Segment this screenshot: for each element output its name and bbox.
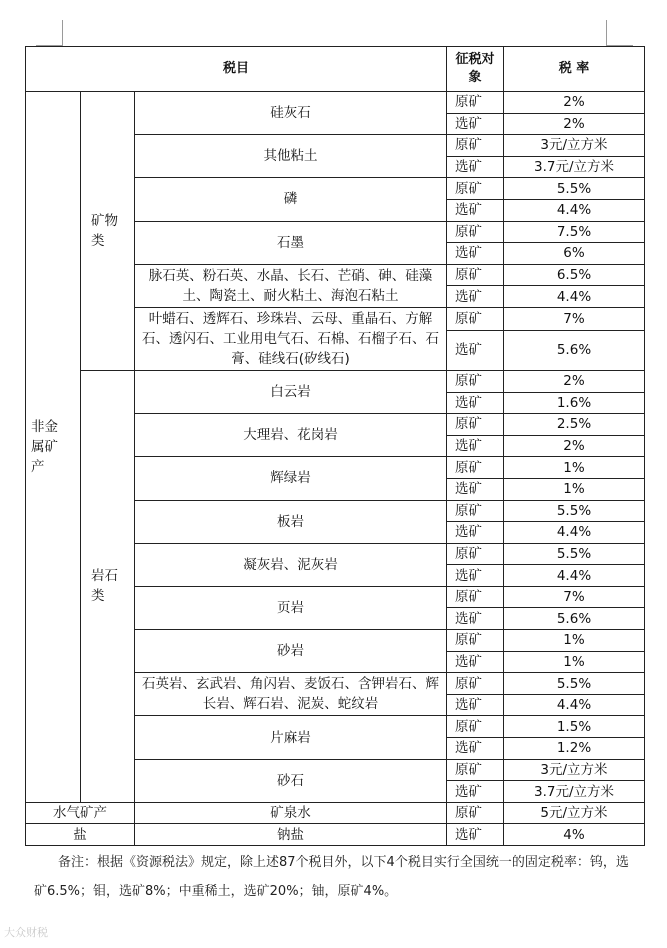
- tax-rate: 1.2%: [504, 738, 645, 760]
- tax-rate: 2%: [504, 92, 645, 114]
- tax-rate: 5.5%: [504, 178, 645, 200]
- tax-object: 选矿: [447, 243, 504, 265]
- tax-object: 原矿: [447, 92, 504, 114]
- tax-object: 原矿: [447, 414, 504, 436]
- item-name: 片麻岩: [135, 716, 447, 759]
- tax-rate: 7%: [504, 307, 645, 330]
- tax-object: 原矿: [447, 457, 504, 479]
- item-name: 叶蜡石、透辉石、珍珠岩、云母、重晶石、方解石、透闪石、工业用电气石、石棉、石榴子石、石膏、硅线石(矽线石): [135, 307, 447, 370]
- tax-object: 原矿: [447, 178, 504, 200]
- category-rock: 岩石类: [81, 370, 135, 802]
- crop-mark: [62, 20, 63, 46]
- tax-object: 原矿: [447, 543, 504, 565]
- item-name: 钠盐: [135, 824, 447, 846]
- tax-object: 选矿: [447, 824, 504, 846]
- item-name: 石英岩、玄武岩、角闪岩、麦饭石、含钾岩石、辉长岩、辉石岩、泥炭、蛇纹岩: [135, 673, 447, 716]
- item-name: 矿泉水: [135, 802, 447, 824]
- tax-rate: 4.4%: [504, 286, 645, 308]
- tax-rate-table: [25, 46, 645, 846]
- category-salt: 盐: [26, 824, 135, 846]
- tax-object: 选矿: [447, 392, 504, 414]
- tax-object: 原矿: [447, 307, 504, 330]
- tax-object: 选矿: [447, 478, 504, 500]
- table-header-row: [26, 47, 645, 92]
- header-rate: 税 率: [504, 47, 645, 92]
- tax-rate: 7%: [504, 586, 645, 608]
- item-name: 辉绿岩: [135, 457, 447, 500]
- item-name: 磷: [135, 178, 447, 221]
- tax-rate: 4.4%: [504, 199, 645, 221]
- tax-object: 原矿: [447, 673, 504, 695]
- item-name: 脉石英、粉石英、水晶、长石、芒硝、砷、硅藻土、陶瓷土、耐火粘土、海泡石粘土: [135, 264, 447, 307]
- tax-object: 选矿: [447, 330, 504, 370]
- tax-rate: 2%: [504, 370, 645, 392]
- tax-rate: 3.7元/立方米: [504, 781, 645, 803]
- tax-rate: 2%: [504, 113, 645, 135]
- tax-object: 选矿: [447, 565, 504, 587]
- tax-rate: 5.6%: [504, 608, 645, 630]
- item-name: 板岩: [135, 500, 447, 543]
- tax-object: 选矿: [447, 156, 504, 178]
- tax-object: 原矿: [447, 586, 504, 608]
- tax-rate: 5.5%: [504, 500, 645, 522]
- tax-object: 原矿: [447, 264, 504, 286]
- item-name: 大理岩、花岗岩: [135, 414, 447, 457]
- tax-rate: 2.5%: [504, 414, 645, 436]
- item-name: 其他粘土: [135, 135, 447, 178]
- tax-object: 选矿: [447, 781, 504, 803]
- category-water-gas: 水气矿产: [26, 802, 135, 824]
- tax-rate: 4%: [504, 824, 645, 846]
- tax-object: 选矿: [447, 651, 504, 673]
- table-row: [26, 824, 645, 846]
- tax-rate: 4.4%: [504, 694, 645, 716]
- tax-rate: 5元/立方米: [504, 802, 645, 824]
- item-name: 砂岩: [135, 630, 447, 673]
- header-item: 税目: [26, 47, 447, 92]
- tax-object: 原矿: [447, 630, 504, 652]
- tax-rate: 3.7元/立方米: [504, 156, 645, 178]
- tax-rate: 6%: [504, 243, 645, 265]
- tax-rate: 1.6%: [504, 392, 645, 414]
- tax-object: 原矿: [447, 802, 504, 824]
- tax-rate: 2%: [504, 435, 645, 457]
- table-row: [26, 802, 645, 824]
- tax-object: 选矿: [447, 694, 504, 716]
- item-name: 砂石: [135, 759, 447, 802]
- table-row: [26, 92, 645, 114]
- tax-object: 选矿: [447, 738, 504, 760]
- tax-rate: 7.5%: [504, 221, 645, 243]
- item-name: 页岩: [135, 586, 447, 629]
- tax-object: 选矿: [447, 113, 504, 135]
- tax-object: 原矿: [447, 135, 504, 157]
- item-name: 凝灰岩、泥灰岩: [135, 543, 447, 586]
- tax-rate: 1%: [504, 651, 645, 673]
- item-name: 硅灰石: [135, 92, 447, 135]
- watermark: 大众财税: [4, 926, 48, 939]
- tax-rate: 1%: [504, 478, 645, 500]
- tax-object: 原矿: [447, 370, 504, 392]
- category-mineral: 矿物类: [81, 92, 135, 371]
- header-object: 征税对象: [447, 47, 504, 92]
- table-row: [26, 370, 645, 392]
- tax-object: 原矿: [447, 716, 504, 738]
- tax-rate: 6.5%: [504, 264, 645, 286]
- tax-rate: 1%: [504, 630, 645, 652]
- tax-object: 选矿: [447, 435, 504, 457]
- tax-object: 原矿: [447, 500, 504, 522]
- tax-object: 选矿: [447, 199, 504, 221]
- tax-object: 原矿: [447, 221, 504, 243]
- category-nonmetal: 非金属矿产: [26, 92, 81, 803]
- tax-rate: 5.5%: [504, 543, 645, 565]
- tax-rate: 4.4%: [504, 565, 645, 587]
- footnote: 备注：根据《资源税法》规定，除上述87个税目外，以下4个税目实行全国统一的固定税率：钨，选矿6.5%；钼，选矿8%；中重稀土，选矿20%；铀，原矿4%。: [34, 855, 629, 899]
- tax-rate: 3元/立方米: [504, 135, 645, 157]
- tax-rate: 5.6%: [504, 330, 645, 370]
- tax-object: 选矿: [447, 522, 504, 544]
- tax-rate: 1%: [504, 457, 645, 479]
- tax-object: 选矿: [447, 608, 504, 630]
- tax-rate: 5.5%: [504, 673, 645, 695]
- tax-object: 原矿: [447, 759, 504, 781]
- tax-object: 选矿: [447, 286, 504, 308]
- item-name: 石墨: [135, 221, 447, 264]
- crop-mark: [606, 20, 607, 46]
- item-name: 白云岩: [135, 370, 447, 413]
- tax-rate: 3元/立方米: [504, 759, 645, 781]
- tax-rate: 1.5%: [504, 716, 645, 738]
- tax-rate: 4.4%: [504, 522, 645, 544]
